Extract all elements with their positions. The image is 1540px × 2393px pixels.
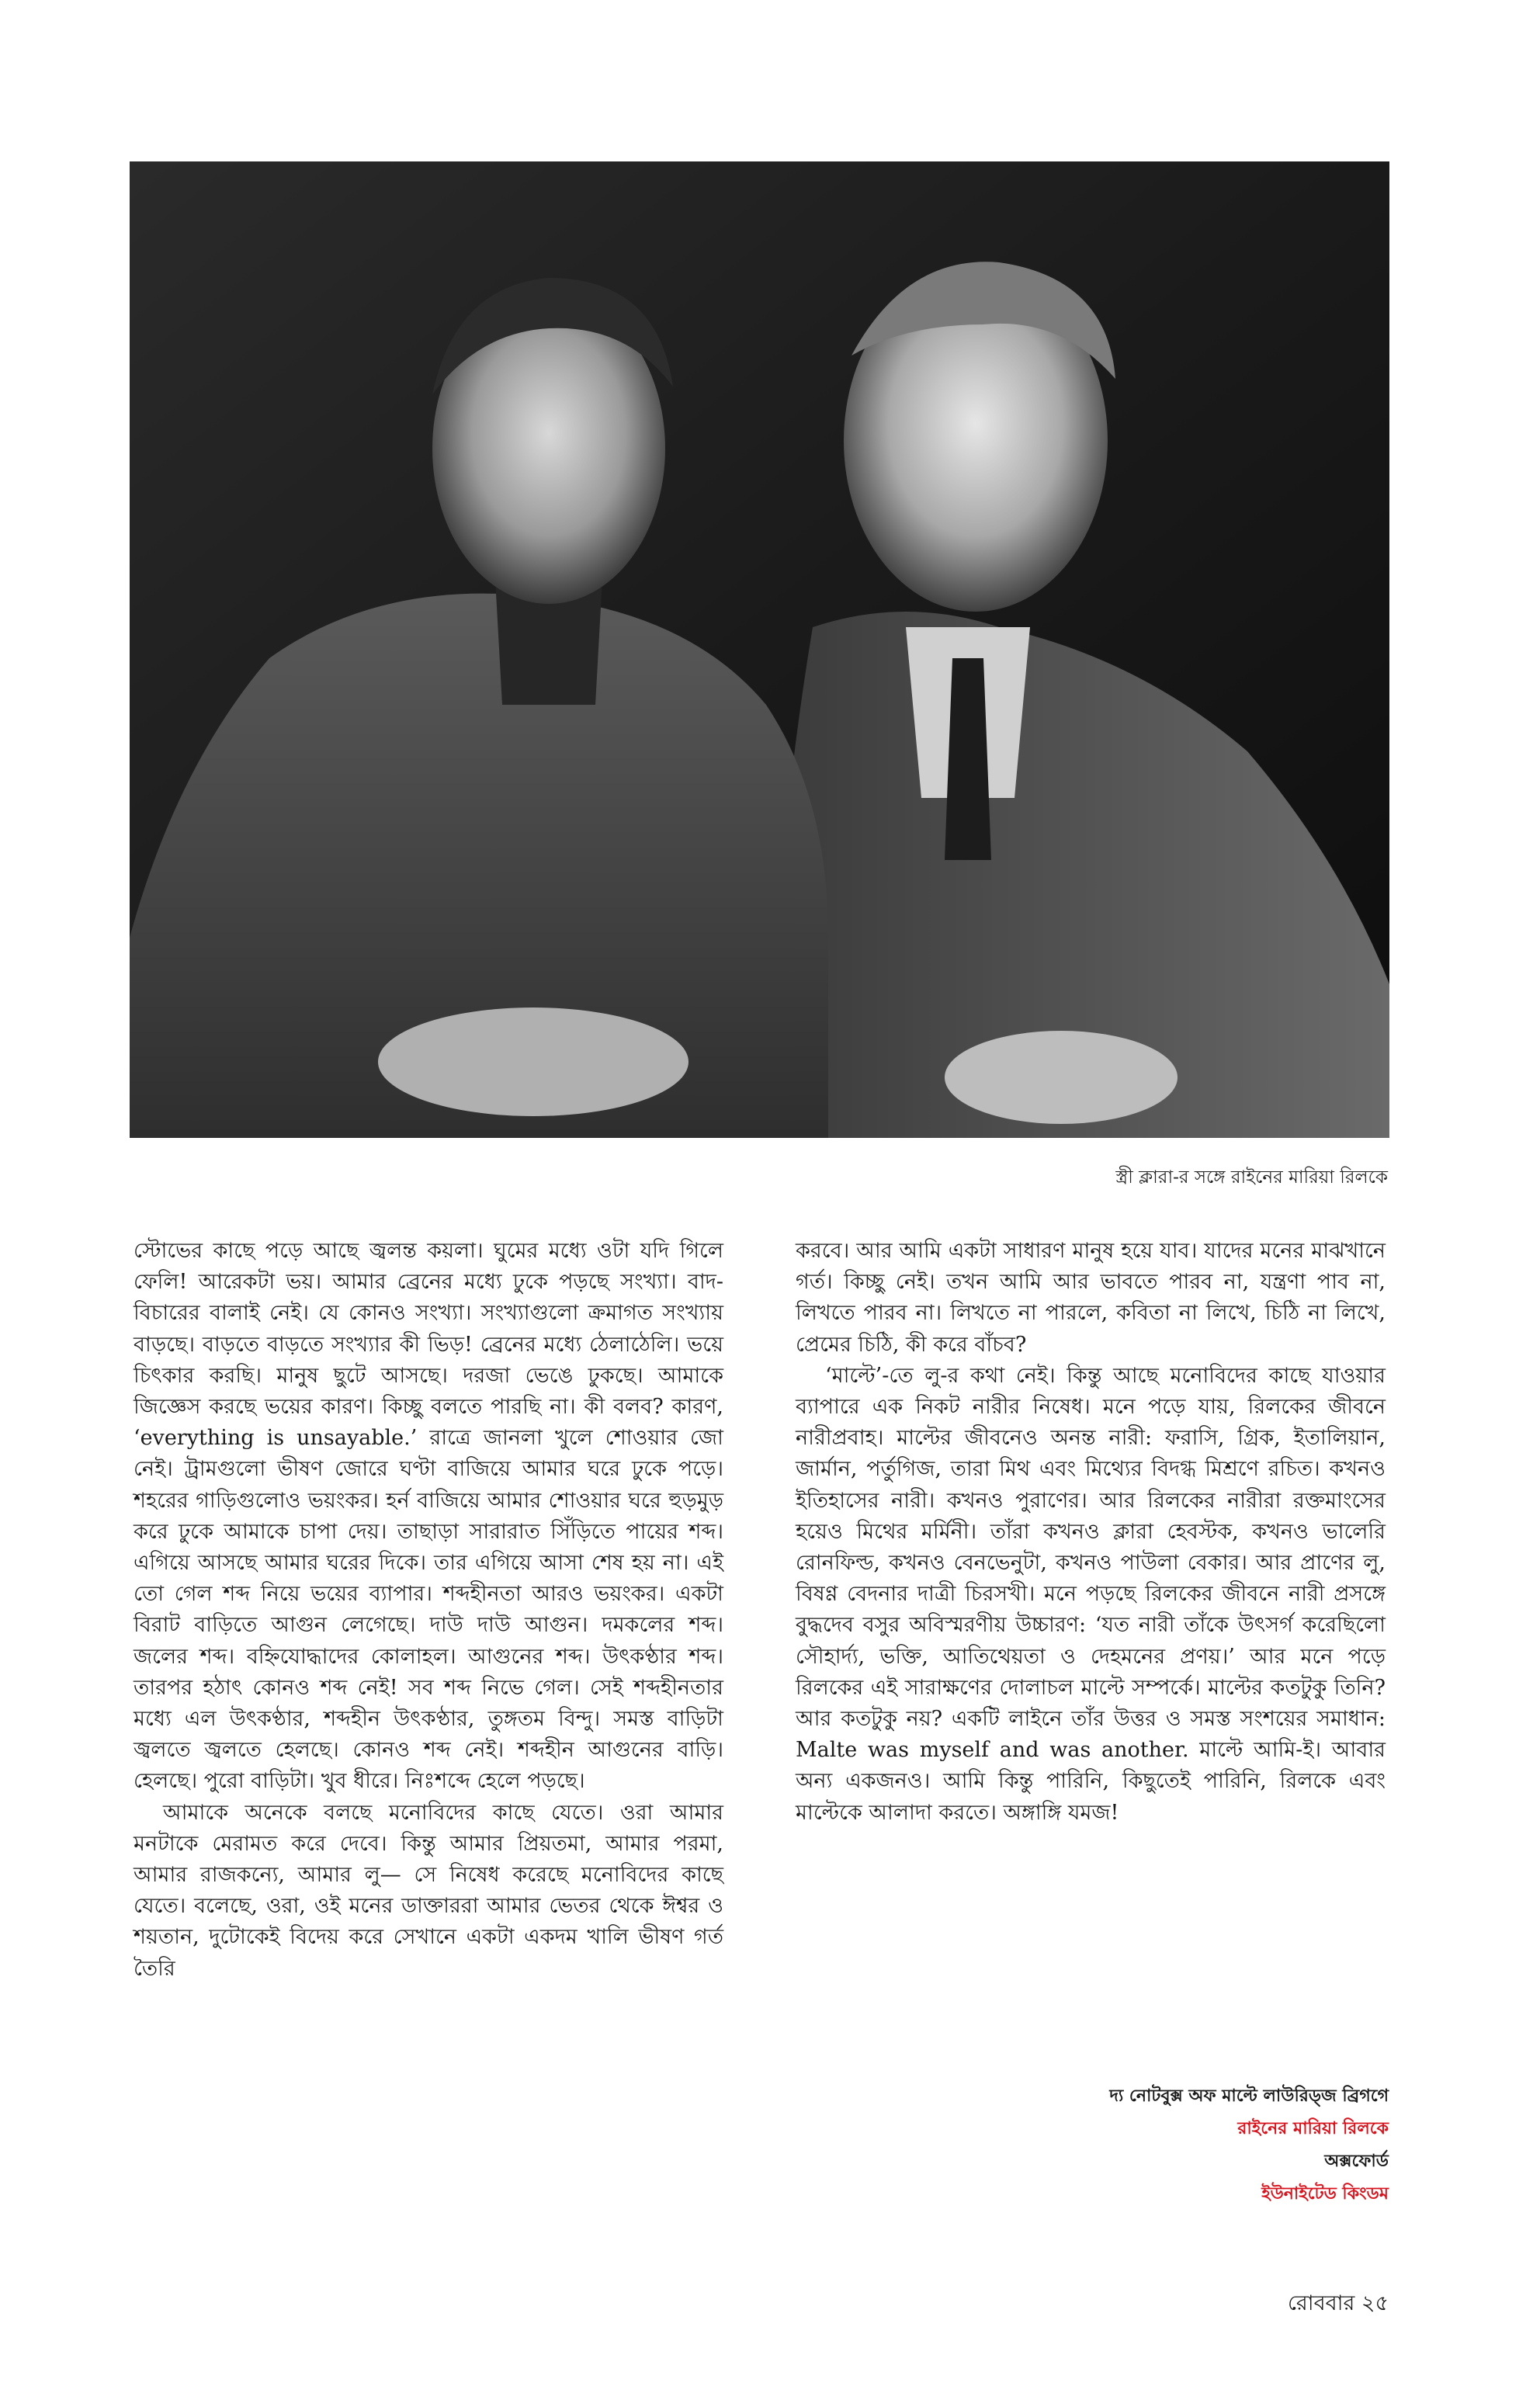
credit-book-title: দ্য নোটবুক্স অফ মাল্টে লাউরিড্জ ব্রিগগে	[1109, 2086, 1389, 2106]
page-folio: রোববার ২৫	[1287, 2291, 1389, 2315]
left-column	[134, 1236, 723, 1985]
credit-place: ইউনাইটেড কিংডম	[1261, 2184, 1389, 2204]
credit-publisher: অক্সফোর্ড	[1324, 2152, 1389, 2171]
photo-graphic	[130, 161, 1389, 1138]
right-paragraph-1: করবে। আর আমি একটা সাধারণ মানুষ হয়ে যাব। যাদের মনের মাঝখানে গর্ত। কিচ্ছু নেই। তখন আমি আর ভাবতে পারব না, যন্ত্রণা পাব না, লিখতে পারব না। লিখতে না পারলে, কবিতা না লিখে, চিঠি না লিখে, প্রেমের চিঠি, কী করে বাঁচব?	[796, 1239, 1386, 1357]
credit-author: রাইনের মারিয়া রিলকে	[1237, 2119, 1389, 2138]
book-credits	[796, 2080, 1389, 2211]
right-paragraph-2: ‘মাল্টে’-তে লু-র কথা নেই। কিন্তু আছে মনোবিদের কাছে যাওয়ার ব্যাপারে এক নিকট নারীর নিষেধ। মনে পড়ে যায়, রিলকের জীবনে নারীপ্রবাহ। মাল্টের জীবনেও অনন্ত নারী: ফরাসি, গ্রিক, ইতালিয়ান, জার্মান, পর্তুগিজ, তারা মিথ এবং মিথ্যের বিদগ্ধ মিশ্রণে রচিত। কখনও ইতিহাসের নারী। কখনও পুরাণের। আর রিলকের নারীরা রক্তমাংসের হয়েও মিথের মর্মিনী। তাঁরা কখনও ক্লারা হেবস্টক, কখনও ভালেরি রোনফিল্ড, কখনও বেনভেনুটা, কখনও পাউলা বেকার। আর প্রাণের লু, বিষণ্ণ বেদনার দাত্রী চিরসখী। মনে পড়ছে রিলকের জীবনে নারী প্রসঙ্গে বুদ্ধদেব বসুর অবিস্মরণীয় উচ্চারণ: ‘যত নারী তাঁকে উৎসর্গ করেছিলো সৌহার্দ্য, ভক্তি, আতিথেয়তা ও দেহমনের প্রণয়।’ আর মনে পড়ে রিলকের এই সারাক্ষণের দোলাচল মাল্টে সম্পর্কে। মাল্টের কতটুকু তিনি? আর কতটুকু নয়? একটি লাইনে তাঁর উত্তর ও সমস্ত সংশয়ের সমাধান: Malte was myself and was another. মাল্টে আমি-ই। আবার অন্য একজনও। আমি কিন্তু পারিনি, কিছুতেই পারিনি, রিলকে এবং মাল্টেকে আলাদা করতে। অঙ্গাঙ্গি যমজ!	[796, 1363, 1386, 1825]
left-paragraph-1: স্টোভের কাছে পড়ে আছে জ্বলন্ত কয়লা। ঘুমের মধ্যে ওটা যদি গিলে ফেলি! আরেকটা ভয়। আমার ব্রেনের মধ্যে ঢুকে পড়ছে সংখ্যা। বাদ-বিচারের বালাই নেই। যে কোনও সংখ্যা। সংখ্যাগুলো ক্রমাগত সংখ্যায় বাড়ছে। বাড়তে বাড়তে সংখ্যার কী ভিড়! ব্রেনের মধ্যে ঠেলাঠেলি। ভয়ে চিৎকার করছি। মানুষ ছুটে আসছে। দরজা ভেঙে ঢুকছে। আমাকে জিজ্ঞেস করছে ভয়ের কারণ। কিচ্ছু বলতে পারছি না। কী বলব? কারণ, ‘everything is unsayable.’ রাত্রে জানলা খুলে শোওয়ার জো নেই। ট্রামগুলো ভীষণ জোরে ঘণ্টা বাজিয়ে আমার ঘরে ঢুকে পড়ে। শহরের গাড়িগুলোও ভয়ংকর। হর্ন বাজিয়ে আমার শোওয়ার ঘরে হুড়মুড় করে ঢুকে আমাকে চাপা দেয়। তাছাড়া সারারাত সিঁড়িতে পায়ের শব্দ। এগিয়ে আসছে আমার ঘরের দিকে। তার এগিয়ে আসা শেষ হয় না। এই তো গেল শব্দ নিয়ে ভয়ের ব্যাপার। শব্দহীনতা আরও ভয়ংকর। একটা বিরাট বাড়িতে আগুন লেগেছে। দাউ দাউ আগুন। দমকলের শব্দ। জলের শব্দ। বহ্নিযোদ্ধাদের কোলাহল। আগুনের শব্দ। উৎকণ্ঠার শব্দ। তারপর হঠাৎ কোনও শব্দ নেই! সব শব্দ নিভে গেল। সেই শব্দহীনতার মধ্যে এল উৎকণ্ঠার, শব্দহীন উৎকণ্ঠার, তুঙ্গতম বিন্দু। সমস্ত বাড়িটা জ্বলতে জ্বলতে হেলছে। কোনও শব্দ নেই। শব্দহীন আগুনের বাড়ি। হেলছে। পুরো বাড়িটা। খুব ধীরে। নিঃশব্দে হেলে পড়ছে।	[134, 1239, 723, 1794]
photo-caption: স্ত্রী ক্লারা-র সঙ্গে রাইনের মারিয়া রিলকে	[1115, 1167, 1388, 1188]
right-column	[796, 1236, 1386, 1829]
portrait-photo	[130, 161, 1389, 1138]
left-paragraph-2: আমাকে অনেকে বলছে মনোবিদের কাছে যেতে। ওরা আমার মনটাকে মেরামত করে দেবে। কিন্তু আমার প্রিয়তমা, আমার পরমা, আমার রাজকন্যে, আমার লু— সে নিষেধ করেছে মনোবিদের কাছে যেতে। বলেছে, ওরা, ওই মনের ডাক্তাররা আমার ভেতর থেকে ঈশ্বর ও শয়তান, দুটোকেই বিদেয় করে সেখানে একটা একদম খালি ভীষণ গর্ত তৈরি	[134, 1800, 723, 1981]
